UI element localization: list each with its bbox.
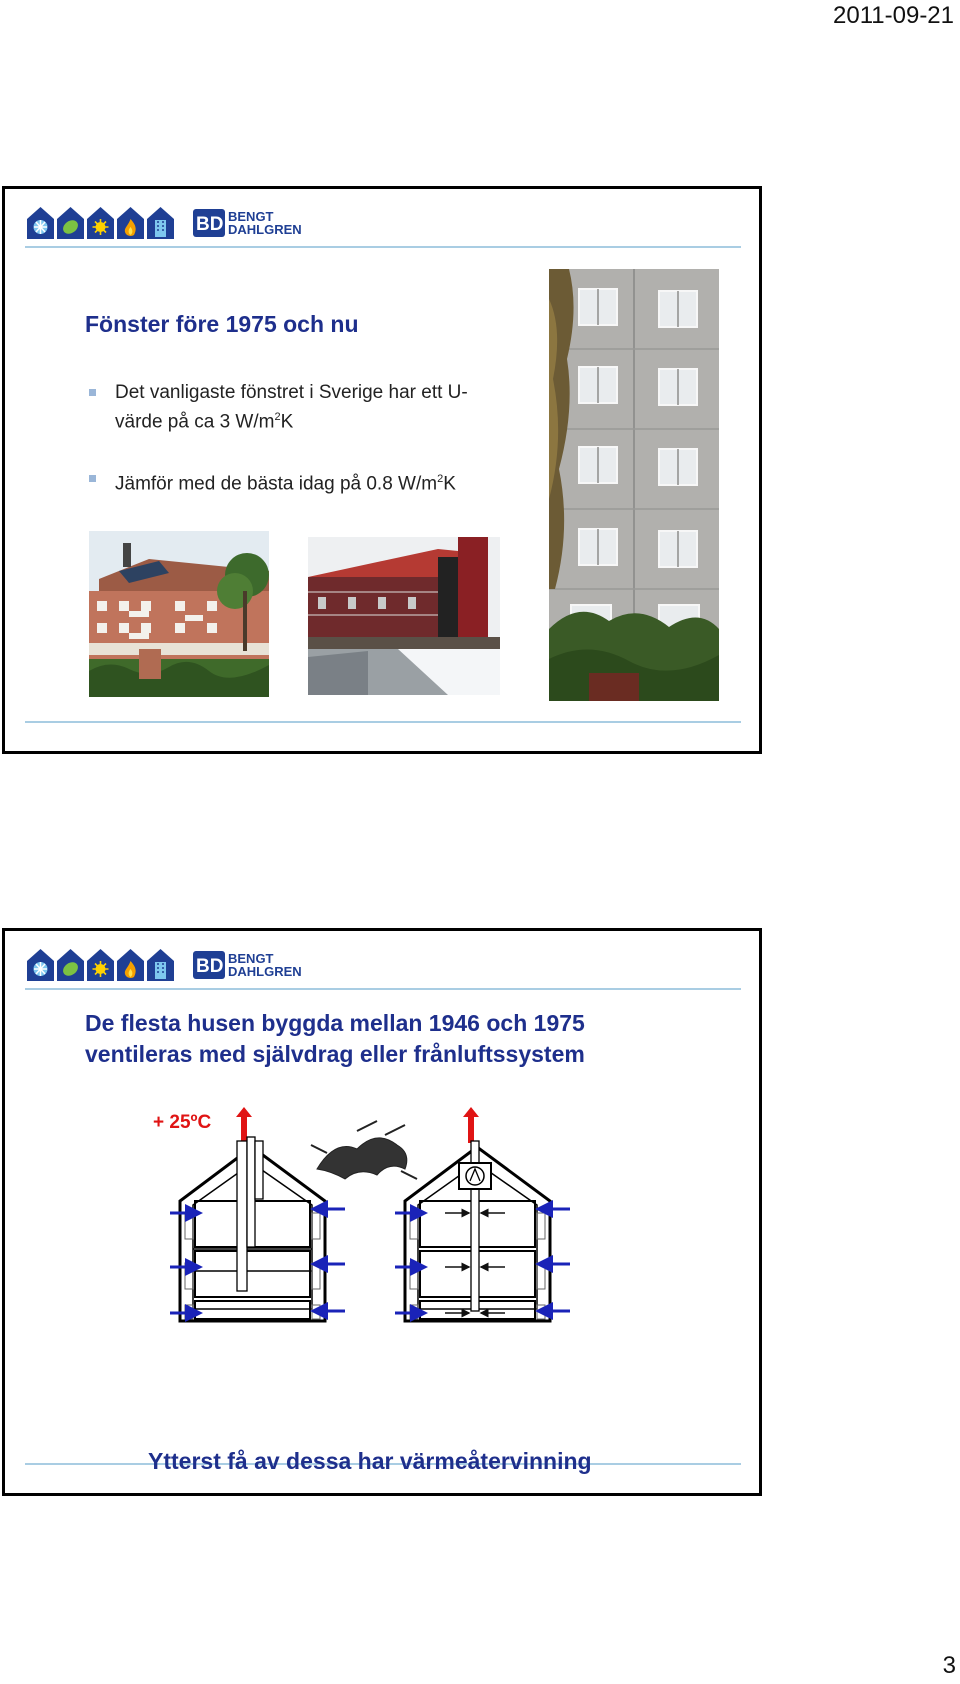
exhaust-fan-icon [459, 1163, 491, 1189]
svg-text:BD: BD [196, 214, 224, 235]
flame-house-icon [117, 949, 144, 981]
brand-name [228, 952, 302, 978]
sun-house-icon [87, 949, 114, 981]
leaf-house-icon [57, 949, 84, 981]
brand-name [228, 210, 302, 236]
footer-rule [25, 721, 741, 723]
bullet-item-1 [89, 381, 529, 434]
slide-windows [2, 186, 762, 754]
slide-title: Fönster före 1975 och nu [85, 311, 359, 337]
bottom-statement: Ytterst få av dessa har värmeåtervinning [148, 1448, 592, 1474]
ventilation-diagram [5, 1101, 762, 1341]
natural-draft-ducts [237, 1137, 263, 1291]
slide-title-line1: De flesta husen byggda mellan 1946 och 1975 [85, 1010, 585, 1036]
header-rule [25, 246, 741, 248]
brand-line1: BENGT [228, 951, 274, 966]
header-rule [25, 988, 741, 990]
bullet-text-1: Det vanligaste fönstret i Sverige har ett U- värde på ca 3 $W/m^2K$ [115, 382, 468, 433]
flame-house-icon [117, 207, 144, 239]
leaf-house-icon [57, 207, 84, 239]
wind-sketch [311, 1121, 417, 1179]
slide-title-line2: ventileras med självdrag eller frånluftssystem [85, 1041, 585, 1067]
logo-row [27, 949, 302, 981]
exhaust-arrow-right [463, 1107, 479, 1143]
logo-row [27, 207, 302, 239]
bd-logo-icon [193, 209, 225, 237]
building-house-icon [147, 207, 174, 239]
snowflake-house-icon [27, 949, 54, 981]
company-logo [193, 209, 302, 237]
slide-ventilation [2, 928, 762, 1496]
snowflake-house-icon [27, 207, 54, 239]
page-date: 2011-09-21 [833, 2, 954, 29]
temperature-label: + 25ºC [153, 1112, 212, 1133]
slide-title [85, 1008, 585, 1070]
brand-line2: DAHLGREN [228, 222, 302, 237]
company-logo [193, 951, 302, 979]
brick-building-photo [89, 531, 269, 697]
bullet-text-2: Jämför med de bästa idag på 0.8 $W/m^2K$ [115, 473, 456, 495]
brand-line2: DAHLGREN [228, 964, 302, 979]
concrete-apartment-photo [549, 269, 719, 701]
row-houses-photo [308, 537, 500, 695]
brand-line1: BENGT [228, 209, 274, 224]
page-number: 3 [942, 1652, 956, 1679]
building-house-icon [147, 949, 174, 981]
sun-house-icon [87, 207, 114, 239]
bullet-square-icon [89, 475, 96, 482]
svg-text:BD: BD [196, 956, 224, 977]
bd-logo-icon [193, 951, 225, 979]
bullet-item-2 [89, 467, 529, 496]
bullet-square-icon [89, 389, 96, 396]
